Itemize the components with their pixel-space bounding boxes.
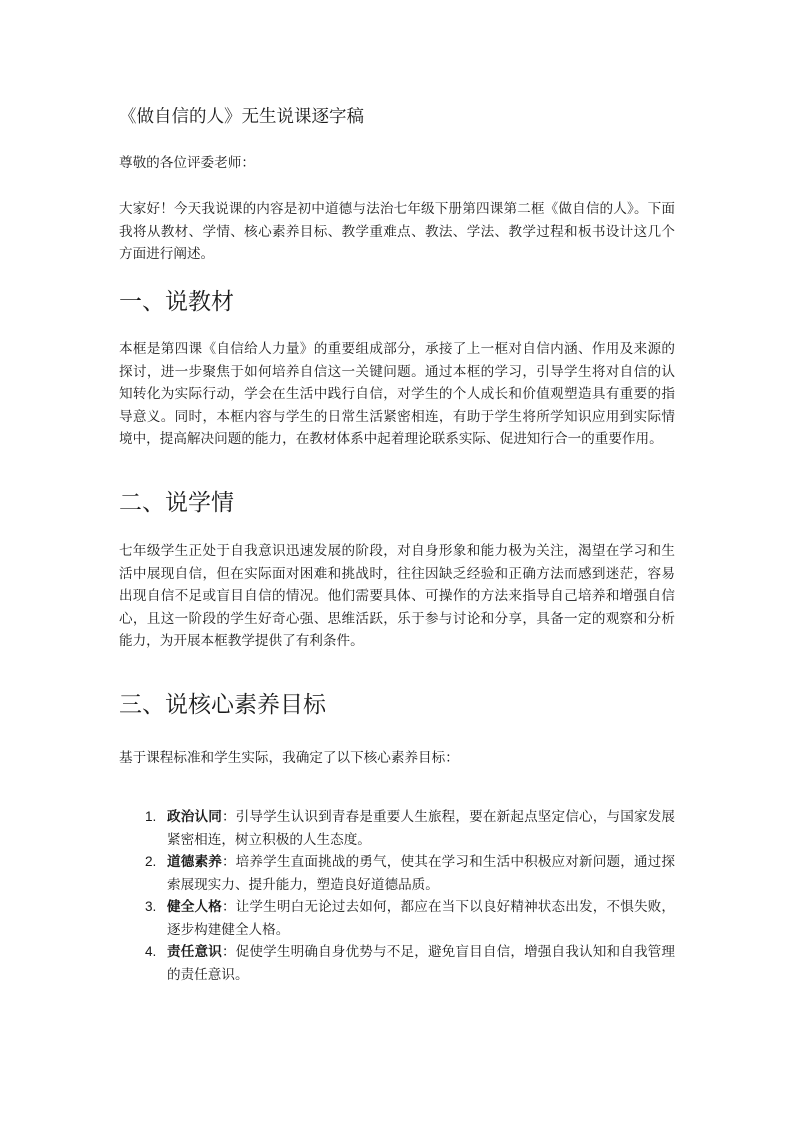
section-body-goals: 基于课程标准和学生实际，我确定了以下核心素养目标： bbox=[119, 750, 459, 766]
list-item bbox=[119, 896, 675, 941]
goal-term: 责任意识 bbox=[167, 944, 222, 960]
section-body-textbook: 本框是第四课《自信给人力量》的重要组成部分，承接了上一框对自信内涵、作用及来源的探讨，进一步聚焦于如何培养自信这一关键问题。通过本框的学习，引导学生将对自信的认知转化为实际行动，学会在生活中践行自信，对学生的个人成长和价值观塑造具有重要的指导意义。同时，本框内容与学生的日常生活紧密相连，有助于学生将所学知识应用到实际情境中，提高解决问题的能力，在教材体系中起着理论联系实际、促进知行合一的重要作用。 bbox=[119, 341, 675, 447]
intro-paragraph: 大家好！今天我说课的内容是初中道德与法治七年级下册第四课第二框《做自信的人》。下面我将从教材、学情、核心素养目标、教学重难点、教法、学法、教学过程和板书设计这几个方面进行阐述。 bbox=[119, 201, 675, 262]
list-number: 1. bbox=[145, 809, 157, 824]
goal-term: 道德素养 bbox=[167, 854, 222, 870]
section-heading-textbook: 一、说教材 bbox=[119, 289, 234, 315]
goal-text: ：让学生明白无论过去如何，都应在当下以良好精神状态出发，不惧失败，逐步构建健全人格。 bbox=[167, 899, 676, 938]
list-number: 2. bbox=[145, 854, 157, 869]
list-number: 3. bbox=[145, 899, 157, 914]
goal-text: ：引导学生认识到青春是重要人生旅程，要在新起点坚定信心，与国家发展紧密相连，树立积极的人生态度。 bbox=[167, 809, 676, 848]
section-heading-goals: 三、说核心素养目标 bbox=[119, 692, 326, 718]
list-item bbox=[119, 851, 675, 896]
goal-text: ：促使学生明确自身优势与不足，避免盲目自信，增强自我认知和自我管理的责任意识。 bbox=[167, 944, 676, 983]
section-body-students: 七年级学生正处于自我意识迅速发展的阶段，对自身形象和能力极为关注，渴望在学习和生活中展现自信，但在实际面对困难和挑战时，往往因缺乏经验和正确方法而感到迷茫，容易出现自信不足或盲目自信的情况。他们需要具体、可操作的方法来指导自己培养和增强自信心，且这一阶段的学生好奇心强、思维活跃，乐于参与讨论和分享，具备一定的观察和分析能力，为开展本框教学提供了有利条件。 bbox=[119, 543, 675, 649]
goal-text: ：培养学生直面挑战的勇气，使其在学习和生活中积极应对新问题，通过探索展现实力、提升能力，塑造良好道德品质。 bbox=[167, 854, 676, 893]
section-heading-students: 二、说学情 bbox=[119, 490, 234, 516]
goal-list bbox=[119, 806, 675, 986]
list-item bbox=[119, 806, 675, 851]
list-item bbox=[119, 941, 675, 986]
goal-term: 政治认同 bbox=[167, 809, 222, 825]
goal-term: 健全人格 bbox=[167, 899, 222, 915]
document-title: 《做自信的人》无生说课逐字稿 bbox=[119, 107, 364, 127]
list-number: 4. bbox=[145, 944, 157, 959]
greeting: 尊敬的各位评委老师： bbox=[119, 155, 255, 171]
